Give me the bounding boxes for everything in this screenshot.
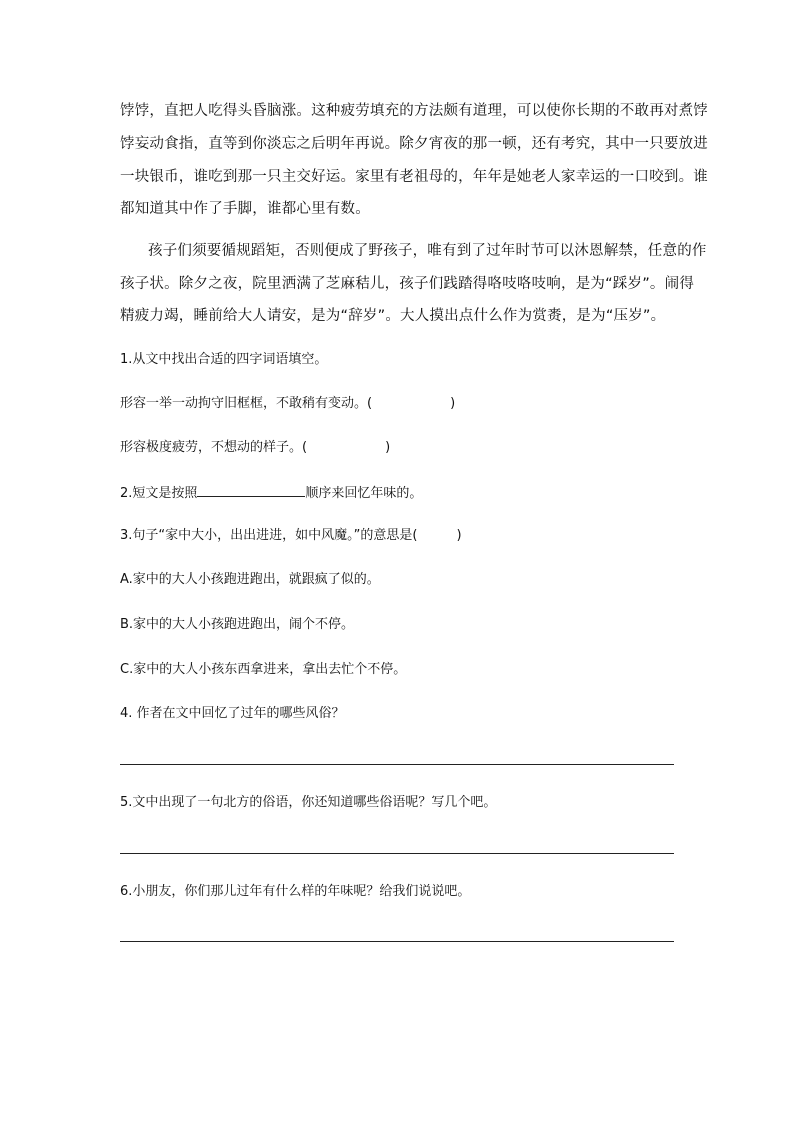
question-3-option-c: C.家中的大人小孩东西拿进来，拿出去忙个不停。 [120,662,407,677]
passage-line: 孩子们须要循规蹈矩，否则便成了野孩子，唯有到了过年时节可以沐恩解禁，任意的作 [148,243,707,259]
question-6-title: 6.小朋友，你们那儿过年有什么样的年味呢？给我们说说吧。 [120,884,471,899]
question-5-title: 5.文中出现了一句北方的俗语，你还知道哪些俗语呢？写几个吧。 [120,795,497,810]
question-4-answer-line[interactable] [120,764,674,765]
question-1-item-a: 形容一举一动拘守旧框框，不敢稍有变动。( ) [120,396,456,411]
question-3-option-b: B.家中的大人小孩跑进跑出，闹个不停。 [120,617,355,632]
passage-line: 一块银币，谁吃到那一只主交好运。家里有老祖母的，年年是她老人家幸运的一口咬到。谁 [120,169,708,185]
question-2 [120,482,422,504]
passage-line: 都知道其中作了手脚，谁都心里有数。 [120,201,370,217]
question-4-title: 4. 作者在文中回忆了过年的哪些风俗？ [120,706,345,721]
passage-line: 精疲力竭，睡前给大人请安，是为“辞岁”。大人摸出点什么作为赏赉，是为“压岁”。 [120,308,666,324]
question-2-prefix: 2.短文是按照 [120,486,198,501]
question-3-title: 3.句子“家中大小，出出进进，如中风魔。”的意思是( ) [120,528,462,543]
question-2-suffix: 顺序来回忆年味的。 [305,486,423,501]
question-1-item-b: 形容极度疲劳，不想动的样子。( ) [120,440,391,455]
passage-line: 饽饽，直把人吃得头昏脑涨。这种疲劳填充的方法颇有道理，可以使你长期的不敢再对煮饽 [120,103,708,119]
question-1-title: 1.从文中找出合适的四字词语填空。 [120,352,328,367]
question-2-blank[interactable] [197,482,305,497]
passage-line: 孩子状。除夕之夜，院里洒满了芝麻秸儿，孩子们践踏得咯吱咯吱响，是为“踩岁”。闹得 [120,276,695,292]
question-6-answer-line[interactable] [120,941,674,942]
question-3-option-a: A.家中的大人小孩跑进跑出，就跟疯了似的。 [120,572,380,587]
question-5-answer-line[interactable] [120,853,674,854]
passage-line: 饽妄动食指，直等到你淡忘之后明年再说。除夕宵夜的那一顿，还有考究，其中一只要放进 [120,136,708,152]
